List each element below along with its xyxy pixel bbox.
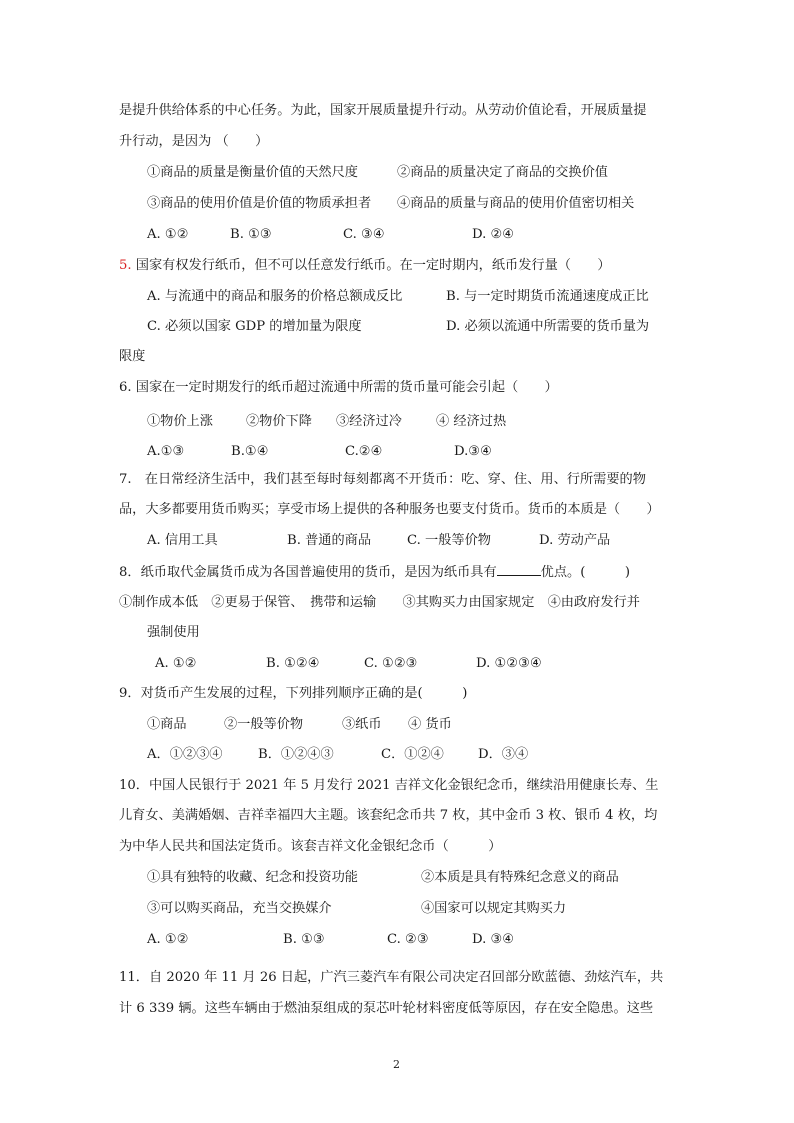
q9-statement-2: ②一般等价物 [224, 717, 304, 732]
q6-statement-3: ③经济过冷 [336, 414, 402, 429]
q5-option-d-cont: 限度 [119, 349, 146, 364]
q9-option-c: C．①②④ [381, 747, 444, 762]
q5-number: 5. [119, 258, 132, 273]
q8-option-c: C. ①②③ [364, 656, 418, 671]
q8-options-line: ①制作成本低 ②更易于保管、 携带和运输 ③其购买力由国家规定 ④由政府发行并 [119, 595, 640, 610]
q10-option-d: D. ③④ [472, 932, 515, 947]
q10-option-c: C. ②③ [387, 932, 429, 947]
q4-option-b: B. ①③ [230, 227, 272, 242]
q7-option-d: D. 劳动产品 [539, 533, 611, 548]
q10-option-b: B. ①③ [283, 932, 325, 947]
q7-stem-line2: 品，大多都要用货币购买；享受市场上提供的各种服务也要支付货币。货币的本质是（ ） [119, 502, 660, 517]
q7-option-c: C. 一般等价物 [407, 533, 491, 548]
q10-stem-line1: 10．中国人民银行于 2021 年 5 月发行 2021 吉祥文化金银纪念币，继续沿用健康长寿、生 [119, 778, 659, 793]
q8-answer-blank [497, 563, 541, 576]
q10-option-a: A. ①② [147, 932, 189, 947]
q6-option-d: D.③④ [454, 444, 492, 459]
q6-option-c: C.②④ [345, 444, 383, 459]
q5-option-a: A. 与流通中的商品和服务的价格总额成反比 [147, 289, 403, 304]
q4-statement-1: ①商品的质量是衡量价值的天然尺度 [147, 165, 358, 180]
q4-option-a: A. ①② [147, 227, 189, 242]
q9-option-b: B．①②④③ [258, 747, 334, 762]
q8-stem-after: 优点。( ) [540, 565, 631, 580]
q4-statement-3: ③商品的使用价值是价值的物质承担者 [147, 196, 372, 211]
page-number: 2 [393, 1058, 400, 1071]
q8-option-b: B. ①②④ [266, 656, 320, 671]
q6-option-a: A.①③ [147, 444, 185, 459]
q10-statement-3: ③可以购买商品，充当交换媒介 [147, 901, 332, 916]
q10-stem-line3: 为中华人民共和国法定货币。该套吉祥文化金银纪念币（ ） [119, 839, 502, 854]
q9-stem: 9．对货币产生发展的过程，下列排列顺序正确的是( ) [119, 686, 468, 701]
q6-stem: 6. 国家在一定时期发行的纸币超过流通中所需的货币量可能会引起（ ） [119, 380, 558, 395]
q4-statement-4: ④商品的质量与商品的使用价值密切相关 [397, 196, 635, 211]
q8-option-d: D. ①②③④ [476, 656, 542, 671]
q10-statement-4: ④国家可以规定其购买力 [421, 901, 567, 916]
q4-stem-line1: 是提升供给体系的中心任务。为此，国家开展质量提升行动。从劳动价值论看，开展质量提 [119, 103, 647, 118]
q8-option-a: A. ①② [155, 656, 197, 671]
q8-stem-before: 8．纸币取代金属货币成为各国普遍使用的货币，是因为纸币具有 [119, 565, 497, 580]
q5-option-c: C. 必须以国家 GDP 的增加量为限度 [147, 319, 362, 334]
q10-statement-2: ②本质是具有特殊纪念意义的商品 [421, 870, 619, 885]
q8-options-cont: 强制使用 [147, 625, 200, 640]
q9-statement-4: ④ 货币 [408, 717, 452, 732]
q5-option-b: B. 与一定时期货币流通速度成正比 [446, 289, 649, 304]
q5-option-d: D. 必须以流通中所需要的货币量为 [446, 319, 650, 334]
q4-option-d: D. ②④ [472, 227, 515, 242]
q6-statement-2: ②物价下降 [246, 414, 312, 429]
q9-statement-3: ③纸币 [342, 717, 382, 732]
q9-option-d: D．③④ [478, 747, 529, 762]
q9-statement-1: ①商品 [147, 717, 187, 732]
q10-stem-line2: 儿育女、美满婚姻、吉祥幸福四大主题。该套纪念币共 7 枚，其中金币 3 枚、银币 4 枚，均 [119, 808, 658, 823]
q4-option-c: C. ③④ [343, 227, 385, 242]
q6-statement-4: ④ 经济过热 [436, 414, 507, 429]
q10-statement-1: ①具有独特的收藏、纪念和投资功能 [147, 870, 358, 885]
q11-stem-line2: 计 6 339 辆。这些车辆由于燃油泵组成的泵芯叶轮材料密度低等原因，存在安全隐患。这些 [119, 1001, 654, 1016]
q7-option-b: B. 普通的商品 [287, 533, 372, 548]
q6-option-b: B.①④ [231, 444, 269, 459]
q6-statement-1: ①物价上涨 [147, 414, 213, 429]
q5-stem [119, 257, 611, 275]
q9-option-a: A．①②③④ [147, 747, 223, 762]
q7-stem-line1: 7. 在日常经济生活中，我们甚至每时每刻都离不开货币：吃、穿、住、用、行所需要的物 [119, 472, 646, 487]
q4-stem-line2: 升行动，是因为 （ ） [119, 134, 269, 149]
q11-stem-line1: 11．自 2020 年 11 月 26 日起，广汽三菱汽车有限公司决定召回部分欧蓝德、劲炫汽车，共 [119, 970, 664, 985]
q5-stem-text: 国家有权发行纸币，但不可以任意发行纸币。在一定时期内，纸币发行量（ ） [135, 258, 611, 273]
q7-option-a: A. 信用工具 [147, 533, 218, 548]
q8-stem [119, 563, 630, 582]
q4-statement-2: ②商品的质量决定了商品的交换价值 [397, 165, 608, 180]
